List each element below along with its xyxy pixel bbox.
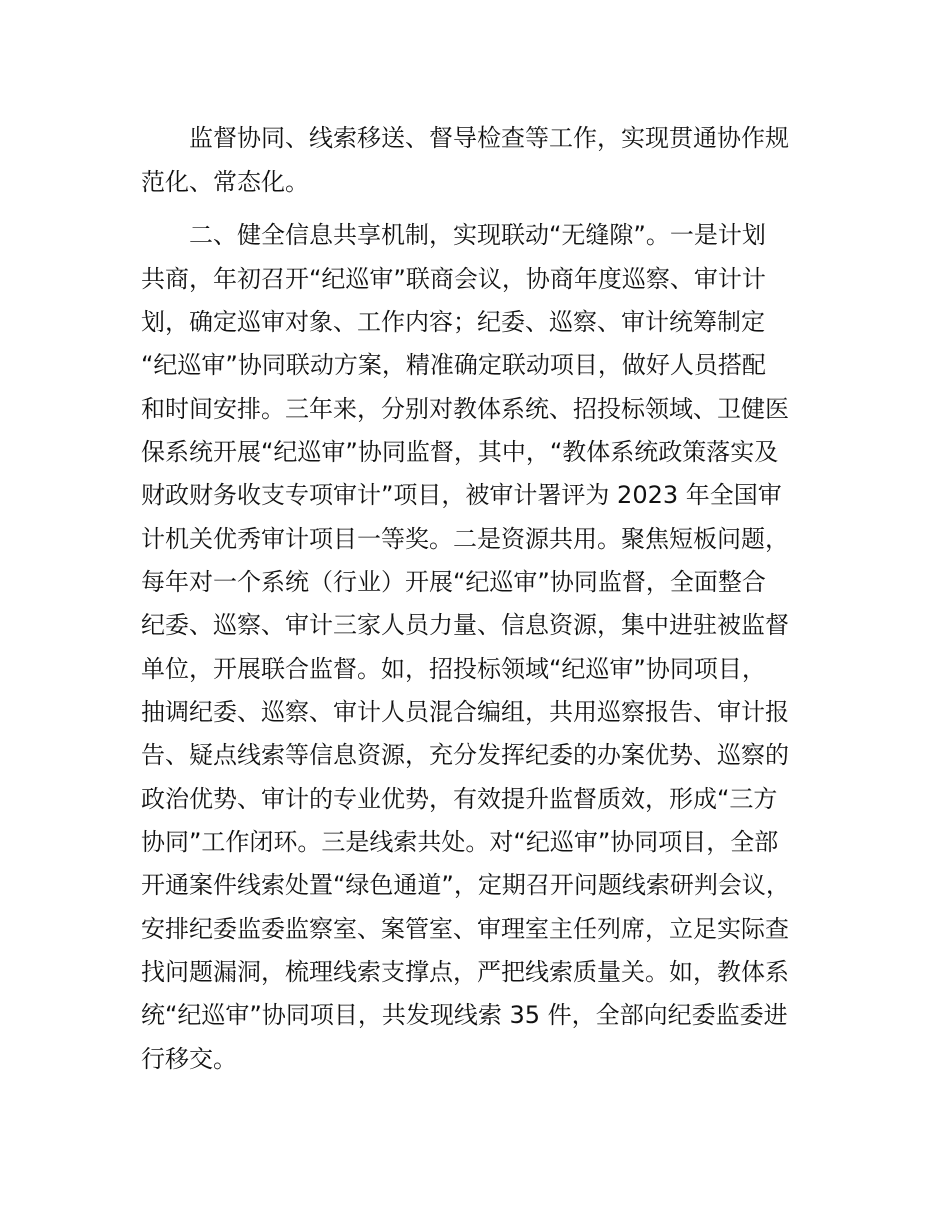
paragraph-2-line-3: 划，确定巡审对象、工作内容；纪委、巡察、审计统筹制定 bbox=[141, 308, 765, 336]
paragraph-2-line-11: 单位，开展联合监督。如，招投标领域“纪巡审”协同项目， bbox=[141, 655, 766, 683]
paragraph-2-line-6: 保系统开展“纪巡审”协同监督，其中，“教体系统政策落实及 bbox=[141, 438, 779, 466]
paragraph-2-line-9: 每年对一个系统（行业）开展“纪巡审”协同监督，全面整合 bbox=[141, 568, 766, 596]
paragraph-2-line-8: 计机关优秀审计项目一等奖。二是资源共用。聚焦短板问题， bbox=[141, 525, 789, 553]
paragraph-2-line-10: 纪委、巡察、审计三家人员力量、信息资源，集中进驻被监督 bbox=[141, 611, 789, 639]
paragraph-1-line-1: 监督协同、线索移送、督导检查等工作，实现贯通协作规 bbox=[189, 124, 789, 152]
paragraph-2-line-18: 找问题漏洞，梳理线索支撑点，严把线索质量关。如，教体系 bbox=[141, 958, 789, 986]
paragraph-2-line-15: 协同”工作闭环。三是线索共处。对“纪巡审”协同项目，全部 bbox=[141, 828, 779, 856]
paragraph-2-line-12: 抽调纪委、巡察、审计人员混合编组，共用巡察报告、审计报 bbox=[141, 698, 789, 726]
paragraph-2-line-7: 财政财务收支专项审计”项目，被审计署评为 2023 年全国审 bbox=[141, 481, 782, 509]
paragraph-2-line-2: 共商，年初召开“纪巡审”联商会议，协商年度巡察、审计计 bbox=[141, 265, 766, 293]
paragraph-2-line-17: 安排纪委监委监察室、案管室、审理室主任列席，立足实际查 bbox=[141, 915, 789, 943]
paragraph-2-line-14: 政治优势、审计的专业优势，有效提升监督质效，形成“三方 bbox=[141, 785, 778, 813]
paragraph-2-line-19: 统“纪巡审”协同项目，共发现线索 35 件，全部向纪委监委进 bbox=[141, 1001, 788, 1029]
paragraph-2-line-5: 和时间安排。三年来，分别对教体系统、招投标领域、卫健医 bbox=[141, 395, 789, 423]
paragraph-2-line-13: 告、疑点线索等信息资源，充分发挥纪委的办案优势、巡察的 bbox=[141, 741, 789, 769]
paragraph-2-line-4: “纪巡审”协同联动方案，精准确定联动项目，做好人员搭配 bbox=[141, 351, 766, 379]
paragraph-2-line-1: 二、健全信息共享机制，实现联动“无缝隙”。一是计划 bbox=[189, 221, 766, 249]
paragraph-2-line-16: 开通案件线索处置“绿色通道”，定期召开问题线索研判会议， bbox=[141, 871, 790, 899]
paragraph-1-line-2: 范化、常态化。 bbox=[141, 168, 309, 196]
paragraph-2-line-20: 行移交。 bbox=[141, 1045, 237, 1073]
